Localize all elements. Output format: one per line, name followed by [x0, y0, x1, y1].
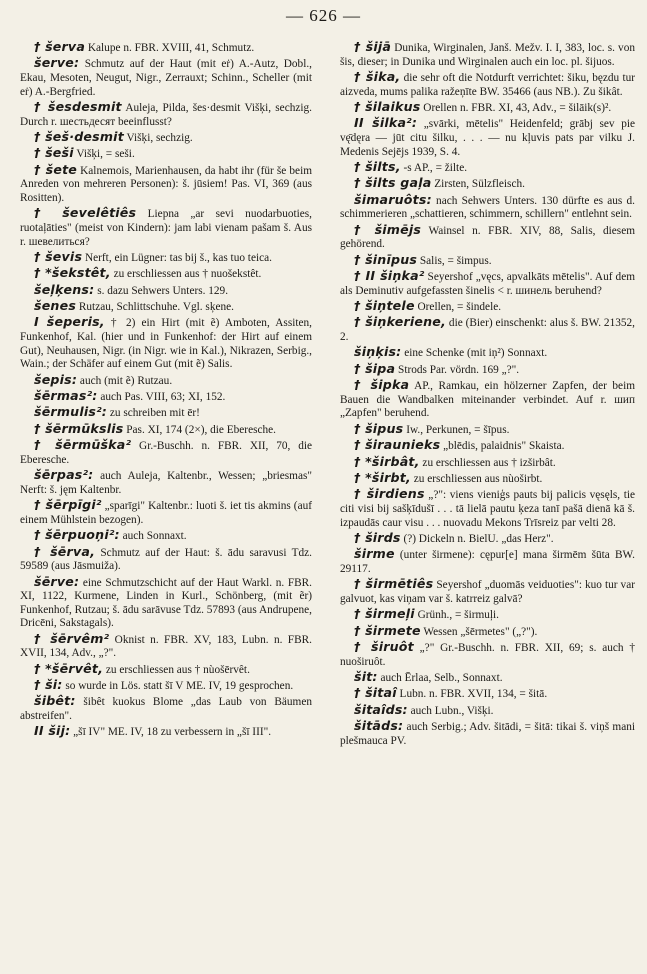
entry-definition: Rutzau, Schlittschuhe. Vgl. sķene. [76, 301, 234, 314]
entry-definition: auch Sonnaxt. [119, 530, 187, 543]
dictionary-entry [340, 116, 635, 159]
dictionary-entry [340, 269, 635, 298]
entry-headword: † šiņkeriene, [354, 314, 447, 330]
entry-definition: Schmutz auf der Haut: š. ādu saravusi Tdz. 59589 (aus Jāsmuiža). [20, 546, 312, 573]
dictionary-entry [20, 299, 312, 315]
entry-definition: auch Auleja, Kaltenbr., Wessen; „briesmas" Nerft: š. jęm Kaltenbr. [20, 470, 312, 496]
entry-definition: so wurde in Lös. statt šī V ME. IV, 19 gesprochen. [62, 680, 294, 693]
entry-headword: † šērmūkslis [34, 420, 124, 436]
entry-definition: Kalnemois, Marienhausen, da habt ihr (für še beim Anreden von mehreren Personen): š. jūsiem! Pas. VI, 369 (aus Rositten). [20, 164, 312, 204]
dictionary-entry [20, 373, 312, 389]
dictionary-entry [20, 438, 312, 467]
dictionary-entry [20, 632, 312, 661]
entry-definition: AP., Ramkau, ein hölzerner Zapfen, der beim Bauen die Wandbalken miteinander verbindet. Auf r. шип „Zapfen" beruhend. [340, 380, 635, 420]
entry-headword: † šeši [34, 145, 74, 161]
entry-headword: † šinīpus [354, 251, 418, 267]
entry-headword: šērmulis²: [34, 404, 108, 420]
entry-definition: Schmutz auf der Haut (mit eṙ) A.-Autz, Dobl., Ekau, Mesoten, Neugut, Nigr., Zerrauxt; Schinn., Scheller (mit eṙ) A.-Bergfried. [20, 58, 312, 98]
entry-headword: šeļķens: [34, 281, 95, 297]
entry-definition: Nerft, ein Lügner: tas bij š., kas tuo teica. [82, 251, 272, 264]
dictionary-entry [340, 362, 635, 378]
entry-definition: Gr.-Buschh. n. FBR. XII, 70, die Eberesche. [20, 440, 312, 466]
dictionary-entry [20, 694, 312, 723]
dictionary-entry [340, 703, 635, 719]
entry-headword: † II šiņka² [354, 268, 425, 284]
dictionary-entry [340, 531, 635, 547]
entry-definition: „?": viens vieniģs pauts bij palicis vęsęls, tie citi visi bij sašķīdušī . . . tā lielā pautu ķeza tanī pašā dienā kā š. izpaudās caur visu . . . nuovadu Mekons Trīsreiz par velti 28. [340, 489, 635, 529]
entry-definition: Grünh., = širmuļi. [414, 609, 500, 622]
dictionary-entry [340, 378, 635, 421]
dictionary-entry [340, 100, 635, 116]
entry-definition: Iw., Perkunen, = šīpus. [403, 423, 510, 436]
entry-headword: † širmeļi [354, 606, 415, 622]
entry-definition: „sparīgi" Kaltenbr.: luoti š. iet tis akmins (auf einem Mühlstein bezogen). [20, 500, 312, 526]
entry-headword: šerve: [34, 55, 80, 71]
dictionary-entry [340, 670, 635, 686]
entry-headword: † šipus [354, 420, 404, 436]
dictionary-entry [340, 471, 635, 487]
dictionary-entry [340, 577, 635, 606]
entry-definition: zu erschliessen aus † izširbât. [419, 456, 556, 469]
dictionary-entry [340, 686, 635, 702]
dictionary-entry [340, 299, 635, 315]
entry-definition: Orellen n. FBR. XI, 43, Adv., = šilāik(s)². [420, 101, 612, 114]
left-column [20, 40, 312, 741]
entry-definition: auch Pas. VIII, 63; XI, 152. [97, 391, 226, 404]
dictionary-entry [20, 315, 312, 371]
entry-definition: Zirsten, Sülzfleisch. [431, 178, 525, 191]
entry-headword: šērve: [34, 573, 80, 589]
dictionary-entry [20, 163, 312, 206]
entry-definition: Wessen „šērmetes" („?"). [420, 625, 538, 638]
dictionary-entry [20, 528, 312, 544]
dictionary-entry [340, 547, 635, 576]
entry-definition: eine Schmutzschicht auf der Haut Warkl. n. FBR. XI, 1122, Kurmene, Linden in Kurl., Schönberg, (mit ẽr) Funkenhof, Rutzau; š. ādu sarāvuse Tdz. 57893 (aus Andrupene, Dricēni, Sakstagals). [20, 576, 312, 630]
entry-definition: nach Sehwers Unters. 130 dürfte es aus d. schimmerieren „schattieren, schimmern, schillern" entlehnt sein. [340, 194, 635, 221]
dictionary-entry [20, 130, 312, 146]
entry-definition: Lubn. n. FBR. XVII, 134, = šitā. [396, 688, 548, 701]
entry-definition: „?" Gr.-Buschh. n. FBR. XII, 69; s. auch † nuoširuôt. [340, 642, 635, 668]
entry-definition: auch Serbig.; Adv. šitādi, = šitā: tikai š. viņš mani plešmauca PV. [340, 721, 635, 747]
entry-headword: † šērpīgi² [34, 497, 102, 513]
dictionary-entry [340, 193, 635, 222]
dictionary-entry [20, 389, 312, 405]
entry-definition: šibêt kuokus Blome „das Laub von Bäumen abstreifen". [20, 696, 312, 723]
dictionary-entry [340, 40, 635, 69]
entry-headword: šērpas²: [34, 467, 94, 483]
entry-headword: † širmētiês [354, 576, 434, 592]
dictionary-entry [20, 498, 312, 527]
entry-headword: † širuôt [354, 639, 414, 655]
entry-headword: † šete [34, 161, 78, 177]
entry-definition: Auleja, Pilda, šes·desmit Višķi, sechzig. Durch r. шестьдесят beeinflusst? [20, 101, 312, 128]
entry-headword: † šika, [354, 68, 401, 84]
dictionary-entry [340, 345, 635, 361]
dictionary-entry [340, 70, 635, 99]
entry-definition: Višķi, = seši. [73, 148, 135, 161]
entry-headword: † šitaî [354, 685, 397, 701]
entry-headword: II šij: [34, 723, 71, 739]
dictionary-entry [20, 545, 312, 574]
dictionary-entry [20, 662, 312, 678]
entry-headword: šenes [34, 298, 77, 314]
entry-definition: Dunika, Wirginalen, Janš. Mežv. I. I, 383, loc. s. von šis, dieser; in Dunika und Wirginalen auch ein loc. pl. šijuos. [340, 42, 635, 68]
entry-definition: eine Schenke (mit iņ²) Sonnaxt. [401, 347, 548, 360]
entry-headword: † šerva [34, 39, 86, 54]
entry-definition: die (Bier) einschenkt: alus š. BW. 21352, 2. [340, 317, 635, 344]
entry-headword: † širmete [354, 622, 421, 638]
entry-headword: † šērva, [34, 543, 96, 559]
entry-definition: Seyershof „duomās veiduoties": kuo tur var galvuot, kas viņam var š. katrreiz galvā? [340, 579, 635, 605]
entry-headword: † šilts gaļa [354, 175, 432, 191]
entry-definition: Kalupe n. FBR. XVIII, 41, Schmutz. [85, 42, 255, 54]
entry-headword: šērmas²: [34, 388, 98, 404]
dictionary-entry [340, 160, 635, 176]
entry-definition: auch (mit ẽ) Rutzau. [77, 374, 173, 387]
entry-headword: † šilts, [354, 158, 401, 174]
entry-headword: † šeš·desmit [34, 128, 124, 144]
entry-headword: † šesdesmit [34, 98, 122, 114]
dictionary-entry [20, 422, 312, 438]
entry-definition: Pas. XI, 174 (2×), die Eberesche. [123, 423, 276, 436]
entry-headword: † ševelêtiês [34, 205, 137, 221]
entry-headword: † šipa [354, 360, 396, 376]
entry-definition: (unter širmene): cępur[e] mana širmēm šūta BW. 29117. [340, 549, 635, 575]
entry-definition: Liepna „ar sevi nuodarbuoties, ruotaļāties" (meist von Kindern): jam labi vienam pašam š. Aus r. шевелиться? [20, 208, 312, 248]
entry-definition: zu erschliessen aus † nuošekstêt. [110, 268, 262, 281]
entry-definition: Višķi, sechzig. [123, 131, 193, 144]
entry-headword: šepis: [34, 371, 78, 387]
dictionary-entry [340, 719, 635, 748]
dictionary-entry [340, 253, 635, 269]
dictionary-entry [20, 146, 312, 162]
entry-headword: † širaunieks [354, 437, 441, 453]
dictionary-entry [340, 422, 635, 438]
entry-definition: zu erschliessen aus nùoširbt. [410, 472, 543, 485]
dictionary-entry [20, 678, 312, 694]
entry-headword: † širds [354, 529, 401, 545]
entry-definition: zu erschliessen aus † nùošērvêt. [103, 663, 250, 676]
dictionary-entry [340, 438, 635, 454]
entry-headword: šit: [354, 669, 378, 685]
dictionary-entry [20, 724, 312, 740]
dictionary-entry [20, 468, 312, 497]
dictionary-entry [340, 487, 635, 530]
entry-headword: † *širbât, [354, 453, 420, 469]
entry-definition: „svārki, mētelis" Heidenfeld; grābj sev pie vę̄dęra — jūt citu šilku, . . . — nu kļuvis pats par vilku J. Medenis Sejējs 1939, S. 4. [340, 118, 635, 158]
entry-definition: s. dazu Sehwers Unters. 129. [94, 284, 229, 297]
entry-definition: Wainsel n. FBR. XIV, 88, Salis, diesem gehörend. [340, 224, 635, 251]
dictionary-entry [340, 176, 635, 192]
entry-headword: šitaîds: [354, 701, 408, 717]
entry-headword: † šilaikus [354, 98, 421, 114]
dictionary-entry [340, 223, 635, 252]
entry-definition: die sehr oft die Notdurft verrichtet: šiku, bęzdu tur aizveda, mums palika ražeņīte BW. 35466 (aus NB.). Zu šikât. [340, 71, 635, 98]
dictionary-entry [340, 607, 635, 623]
dictionary-entry [20, 283, 312, 299]
entry-headword: šitāds: [354, 718, 404, 734]
dictionary-entry [20, 250, 312, 266]
entry-headword: † šiņtele [354, 298, 415, 314]
entry-headword: † *širbt, [354, 469, 411, 485]
dictionary-entry [20, 206, 312, 249]
entry-definition: -s AP., = žilte. [400, 161, 468, 174]
entry-definition: Orellen, = šindele. [414, 301, 502, 314]
entry-headword: † ši: [34, 677, 63, 693]
entry-headword: šiņķis: [354, 344, 402, 360]
entry-headword: † šērpuoņi²: [34, 527, 120, 543]
dictionary-entry [340, 624, 635, 640]
entry-headword: † ševis [34, 248, 83, 264]
entry-headword: šibêt: [34, 693, 76, 709]
entry-headword: † *šekstêt, [34, 265, 111, 281]
entry-headword: † *šērvêt, [34, 660, 104, 676]
entry-headword: II šilka²: [354, 115, 418, 131]
dictionary-entry [20, 100, 312, 129]
page-number: — 626 — [286, 6, 361, 25]
dictionary-entry [20, 266, 312, 282]
entry-headword: † šijā [354, 39, 392, 54]
entry-definition: Strods Par. vördn. 169 „?". [395, 363, 520, 376]
right-column [340, 40, 635, 749]
entry-headword: † šērmūška² [34, 437, 132, 453]
entry-headword: † širdiens [354, 486, 425, 502]
entry-definition: Salis, = šimpus. [417, 254, 492, 267]
entry-definition: auch Lubn., Višķi. [407, 704, 494, 717]
entry-definition: † 2) ein Hirt (mit ẽ) Amboten, Assiten, Funkenhof, Kal. (hier und in Funkenhof: der Hirt auf einem Gut), Neuhausen, Nigr. (in Nigr. wie in Kal.), Nikrazen, Serbig., Wain.; der Schäfer auf einem Gut (mit ẽ) Salis. [20, 317, 312, 371]
entry-headword: širme [354, 546, 395, 562]
entry-headword: I šeperis, [34, 314, 105, 330]
dictionary-entry [20, 56, 312, 99]
entry-definition: Seyershof „vęcs, apvalkāts mētelis". Auf dem als Deminutiv aufgefassten šinelis < r. шинель beruhend? [340, 271, 635, 297]
dictionary-entry [20, 405, 312, 421]
dictionary-entry [340, 640, 635, 669]
entry-definition: zu schreiben mit ēr! [107, 407, 200, 420]
entry-headword: † šērvêm² [34, 630, 110, 646]
entry-definition: Oknist n. FBR. XV, 183, Lubn. n. FBR. XVII, 134, Adv., „?". [20, 633, 312, 660]
dictionary-entry [20, 575, 312, 631]
entry-definition: (?) Dickeln n. BielU. „das Herz". [400, 532, 554, 545]
entry-definition: „blēdis, palaidnis" Skaista. [440, 440, 565, 453]
dictionary-entry [20, 40, 312, 56]
entry-definition: auch Ērlaa, Selb., Sonnaxt. [377, 672, 503, 685]
entry-headword: † šipka [354, 377, 410, 393]
dictionary-entry [340, 455, 635, 471]
entry-definition: „šī IV" ME. IV, 18 zu verbessern in „šī III". [70, 726, 272, 739]
entry-headword: šimaruôts: [354, 191, 432, 207]
dictionary-entry [340, 315, 635, 344]
entry-headword: † šimējs [354, 221, 422, 237]
